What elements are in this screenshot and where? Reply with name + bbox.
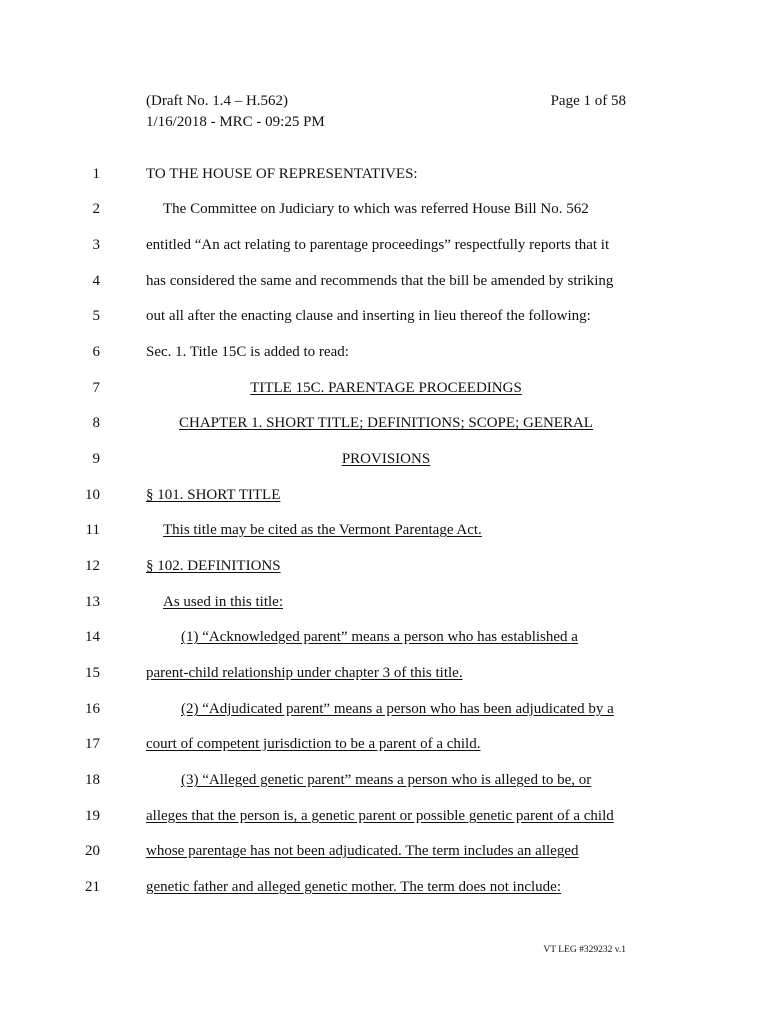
numbered-line bbox=[0, 555, 770, 577]
line-number: 19 bbox=[85, 808, 100, 824]
line-text: parent-child relationship under chapter 3 of this title. bbox=[146, 665, 463, 681]
numbered-line bbox=[0, 519, 770, 541]
line-text: (1) “Acknowledged parent” means a person who has established a bbox=[181, 629, 578, 645]
page-number: Page 1 of 58 bbox=[550, 93, 626, 109]
line-text: The Committee on Judiciary to which was referred House Bill No. 562 bbox=[163, 201, 589, 217]
line-number: 12 bbox=[85, 558, 100, 574]
line-number: 7 bbox=[92, 380, 100, 396]
numbered-line bbox=[0, 769, 770, 791]
line-number: 15 bbox=[85, 665, 100, 681]
numbered-line bbox=[0, 234, 770, 256]
line-text: genetic father and alleged genetic mother. The term does not include: bbox=[146, 879, 561, 895]
line-number: 20 bbox=[85, 843, 100, 859]
section-heading: § 101. SHORT TITLE bbox=[146, 487, 281, 503]
line-number: 4 bbox=[92, 273, 100, 289]
line-number: 18 bbox=[85, 772, 100, 788]
line-number: 6 bbox=[92, 344, 100, 360]
line-text: alleges that the person is, a genetic parent or possible genetic parent of a child bbox=[146, 808, 614, 824]
line-number: 11 bbox=[85, 522, 100, 538]
line-number: 17 bbox=[85, 736, 100, 752]
line-number: 10 bbox=[85, 487, 100, 503]
line-number: 2 bbox=[92, 201, 100, 217]
numbered-line bbox=[0, 270, 770, 292]
numbered-line bbox=[0, 305, 770, 327]
line-text: (2) “Adjudicated parent” means a person who has been adjudicated by a bbox=[181, 701, 614, 717]
line-number: 1 bbox=[92, 166, 100, 182]
chapter-heading: CHAPTER 1. SHORT TITLE; DEFINITIONS; SCOPE; GENERAL bbox=[179, 415, 593, 431]
numbered-line bbox=[0, 484, 770, 506]
numbered-line bbox=[0, 805, 770, 827]
line-number: 9 bbox=[92, 451, 100, 467]
numbered-line bbox=[0, 448, 770, 470]
line-number: 21 bbox=[85, 879, 100, 895]
line-text: entitled “An act relating to parentage proceedings” respectfully reports that it bbox=[146, 237, 610, 253]
numbered-line bbox=[0, 698, 770, 720]
line-number: 8 bbox=[92, 415, 100, 431]
line-text: out all after the enacting clause and inserting in lieu thereof the following: bbox=[146, 308, 591, 324]
line-text: has considered the same and recommends that the bill be amended by striking bbox=[146, 273, 614, 289]
line-text: As used in this title: bbox=[163, 594, 283, 610]
line-number: 5 bbox=[92, 308, 100, 324]
line-number: 3 bbox=[92, 237, 100, 253]
numbered-line bbox=[0, 626, 770, 648]
numbered-line bbox=[0, 733, 770, 755]
draft-number: (Draft No. 1.4 – H.562) bbox=[146, 93, 289, 109]
line-number: 13 bbox=[85, 594, 100, 610]
line-text: (3) “Alleged genetic parent” means a person who is alleged to be, or bbox=[181, 772, 592, 788]
numbered-line bbox=[0, 412, 770, 434]
line-number: 16 bbox=[85, 701, 100, 717]
numbered-line bbox=[0, 377, 770, 399]
numbered-line bbox=[0, 591, 770, 613]
numbered-line bbox=[0, 840, 770, 862]
line-text: This title may be cited as the Vermont Parentage Act. bbox=[163, 522, 482, 538]
document-id-footer: VT LEG #329232 v.1 bbox=[543, 945, 626, 955]
line-text: TO THE HOUSE OF REPRESENTATIVES: bbox=[146, 166, 418, 182]
numbered-line bbox=[0, 198, 770, 220]
numbered-line bbox=[0, 341, 770, 363]
numbered-line bbox=[0, 662, 770, 684]
line-number: 14 bbox=[85, 629, 100, 645]
chapter-heading-cont: PROVISIONS bbox=[341, 451, 431, 467]
line-text: Sec. 1. Title 15C is added to read: bbox=[146, 344, 349, 360]
numbered-line bbox=[0, 876, 770, 898]
numbered-line bbox=[0, 163, 770, 185]
line-text: court of competent jurisdiction to be a parent of a child. bbox=[146, 736, 481, 752]
title-heading: TITLE 15C. PARENTAGE PROCEEDINGS bbox=[250, 380, 522, 396]
section-heading: § 102. DEFINITIONS bbox=[146, 558, 281, 574]
draft-datetime: 1/16/2018 - MRC - 09:25 PM bbox=[146, 114, 325, 130]
line-text: whose parentage has not been adjudicated. The term includes an alleged bbox=[146, 843, 579, 859]
